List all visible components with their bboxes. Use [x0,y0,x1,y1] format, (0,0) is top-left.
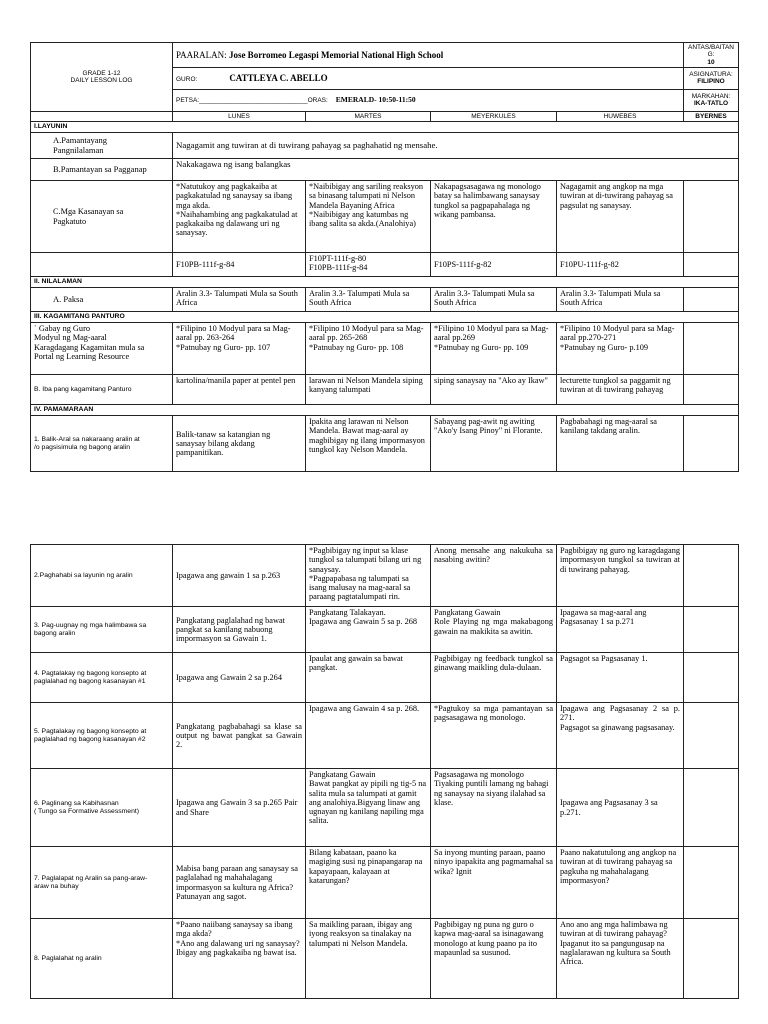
paghahabi-byernes [684,545,739,607]
markahan-label: MARKAHAN: [691,93,731,101]
kagamitan-huwebes: lecturette tungkol sa paggamit ng tuwiran at di tuwirang pahayag [557,375,684,405]
petsa-label: PETSA:______________________________ORAS: [176,96,328,104]
paksa-martes: Aralin 3.3- Talumpati Mula sa South Africa [306,288,431,312]
paglinang-meyerkules: Pagsasagawa ng monologo Tiyaking puntili lamang ng bahagi ng sanaysay na siyang ilalahad sa klase. [431,769,557,847]
school-label: PAARALAN: [176,49,227,60]
kagamitan-byernes [684,375,739,405]
paglinang-martes: Pangkatang Gawain Bawat pangkat ay pipili ng tig-5 na salita mula sa talumpati at gamit ang analohiya.Bigyang linaw ang ugnayan ng kanilang napiling mga salita. [306,769,431,847]
paglalahat-martes: Sa maikling paraan, ibigay ang iyong reaksyon sa tinalakay na talumpati ni Nelson Mandela. [306,919,431,999]
paglalapat-martes: Bilang kabataan, paano ka magiging susi ng pinapangarap na kapayapaan, kalayaan at katarungan? [306,847,431,919]
paglalapat-byernes [684,847,739,919]
pagtalakay-2-byernes [684,703,739,769]
pagtalakay-2-huwebes: Ipagawa ang Pagsasanay 2 sa p. 271. Pagsagot sa ginawang pagsasanay. [557,703,684,769]
kasanayan-byernes [684,181,739,253]
paglalahat-huwebes: Ano ano ang mga halimbawa ng tuwiran at di tuwirang pahayag? Ipaganut ito sa pangungusap na naglalarawan ng kultura sa South Africa. [557,919,684,999]
gabay-meyerkules: *Filipino 10 Modyul para sa Mag-aaral pp.269 *Patnubay ng Guro- pp. 109 [431,323,557,375]
day-byernes: BYERNES [684,111,739,121]
day-huwebes: HUWEBES [557,111,684,121]
day-blank [31,111,173,121]
code-martes: F10PT-111f-g-80 F10PB-111f-g-84 [306,253,431,277]
paksa-byernes [684,288,739,312]
paksa-meyerkules: Aralin 3.3- Talumpati Mula sa South Africa [431,288,557,312]
label-kasanayan: C.Mga Kasanayan sa Pagkatuto [31,181,173,253]
section-kagamitan: III. KAGAMITANG PANTURO [31,312,739,323]
code-byernes [684,253,739,277]
label-pamantayang-pangnilalaman: A.Pamantayang Pangnilalaman [31,133,173,159]
label-paghahabi: 2.Paghahabi sa layunin ng aralin [31,545,173,607]
label-paglinang: 6. Paglinang sa Kabihasnan ( Tungo sa Formative Assessment) [31,769,173,847]
label-iba-pang-kagamitan: B. Iba pang kagamitang Panturo [31,375,173,405]
section-layunin: I.LAYUNIN [31,122,739,133]
log-label: DAILY LESSON LOG [70,76,133,84]
pagtalakay-2-meyerkules: *Pagtukoy sa mga pamantayan sa pagsasagawa ng monologo. [431,703,557,769]
paghahabi-meyerkules: Anong mensahe ang nakukuha sa nasabing awitin? [431,545,557,607]
paglinang-byernes [684,769,739,847]
pagtalakay-1-meyerkules: Pagbibigay ng feedback tungkol sa ginawang maikling dula-dulaan. [431,653,557,703]
school-cell [173,43,684,68]
codes-blank [31,253,173,277]
grade-label: GRADE 1-12 [82,69,121,77]
balik-aral-huwebes: Pagbabahagi ng mag-aaral sa kanilang takdang aralin. [557,416,684,472]
pagtalakay-1-huwebes: Pagsagot sa Pagsasanay 1. [557,653,684,703]
guro-cell [173,67,684,89]
label-gabay: ` Gabay ng Guro Modyul ng Mag-aaral Karagdagang Kagamitan mula sa Portal ng Learning Resource [31,323,173,375]
value-pamantayang-pangnilalaman: Nagagamit ang tuwiran at di tuwirang pahayag sa paghahatid ng mensahe. [173,133,739,159]
paksa-huwebes: Aralin 3.3- Talumpati Mula sa South Africa [557,288,684,312]
asignatura-cell [684,67,739,89]
antas-label: ANTAS/BAITANG: [688,44,735,59]
balik-aral-meyerkules: Sabayang pag-awit ng awiting "Ako'y Isang Pinoy" ni Florante. [431,416,557,472]
label-paglalapat: 7. Paglalapat ng Aralin sa pang-araw- araw na buhay [31,847,173,919]
label-paksa: A. Paksa [31,288,173,312]
day-martes: MARTES [306,111,431,121]
pag-uugnay-lunes: Pangkatang paglalahad ng bawat pangkat sa kanilang nabuong impormasyon sa Gawain 1. [173,607,306,653]
section-nilalaman: II. NILALAMAN [31,277,739,288]
gabay-lunes: *Filipino 10 Modyul para sa Mag-aaral pp. 263-264 *Patnubay ng Guro- pp. 107 [173,323,306,375]
paghahabi-huwebes: Pagbibigay ng guro ng karagdagang impormasyon tungkol sa tuwiran at di tuwirang pahayag. [557,545,684,607]
value-pamantayan-pagganap: Nakakagawa ng isang balangkas [173,159,739,181]
day-lunes: LUNES [173,111,306,121]
pagtalakay-2-lunes: Pangkatang pagbabahagi sa klase sa output ng bawat pangkat sa Gawain 2. [173,703,306,769]
guro-label: GURO: [176,75,198,83]
paghahabi-martes: *Pagbibigay ng input sa klase tungkol sa talumpati bilang uri ng sanaysay. *Pagpapabasa ng talumpati sa isang malusay na mag-aaral sa paraang pagtatalumpati rin. [306,545,431,607]
kagamitan-martes: larawan ni Nelson Mandela siping kanyang talumpati [306,375,431,405]
paglalapat-huwebes: Paano nakatutulong ang angkop na tuwiran at di tuwirang pahayag sa pagkuha ng mahahalagang impormasyon? [557,847,684,919]
code-lunes: F10PB-111f-g-84 [173,253,306,277]
balik-aral-martes: Ipakita ang larawan ni Nelson Mandela. Bawat mag-aaral ay magbibigay ng ilang impormasyon tungkol kay Nelson Mandela. [306,416,431,472]
kagamitan-lunes: kartolina/manila paper at pentel pen [173,375,306,405]
pag-uugnay-martes: Pangkatang Talakayan. Ipagawa ang Gawain 5 sa p. 268 [306,607,431,653]
label-balik-aral: 1. Balik-Aral sa nakaraang aralin at /o pagsisimula ng bagong aralin [31,416,173,472]
asignatura-value: FILIPINO [697,78,725,86]
kasanayan-meyerkules: Nakapagsasagawa ng monologo batay sa halimbawang sanaysay tungkol sa pagpapahalaga ng wikang pambansa. [431,181,557,253]
pagtalakay-2-martes: Ipagawa ang Gawain 4 sa p. 268. [306,703,431,769]
lesson-log-table-bottom [30,544,739,999]
pag-uugnay-meyerkules: Pangkatang Gawain Role Playing ng mga makabagong gawain na makikita sa awitin. [431,607,557,653]
gabay-byernes [684,323,739,375]
label-pag-uugnay: 3. Pag-uugnay ng mga halimbawa sa bagong aralin [31,607,173,653]
kasanayan-huwebes: Nagagamit ang angkop na mga tuwiran at di-tuwirang pahayag sa pagsulat ng sanaysay. [557,181,684,253]
balik-aral-lunes: Balik-tanaw sa katangian ng sanaysay bilang akdang pampanitikan. [173,416,306,472]
grade-header [31,43,173,112]
markahan-value: IKA-TATLO [693,100,729,108]
label-pagtalakay-2: 5. Pagtalakay ng bagong konsepto at paglalahad ng bagong kasanayan #2 [31,703,173,769]
oras-value: EMERALD- 10:50-11:50 [335,94,416,104]
code-huwebes: F10PU-111f-g-82 [557,253,684,277]
pagtalakay-1-lunes: Ipagawa ang Gawain 2 sa p.264 [173,653,306,703]
paglalahat-lunes: *Paano naiibang sanaysay sa ibang mga akda? *Ano ang dalawang uri ng sanaysay?Ibigay ang pagkakaiba ng bawat isa. [173,919,306,999]
pag-uugnay-byernes [684,607,739,653]
antas-cell [684,43,739,68]
petsa-cell [173,89,684,111]
label-paglalahat: 8. Paglalahat ng aralin [31,919,173,999]
paglinang-lunes: Ipagawa ang Gawain 3 sa p.265 Pair and Share [173,769,306,847]
kasanayan-lunes: *Natutukoy ang pagkakaiba at pagkakatulad ng sanaysay sa ibang mga akda. *Naihahambing ang pagkakatulad at pagkakaiba ng dalawang uri ng sanaysay. [173,181,306,253]
markahan-cell [684,89,739,111]
code-meyerkules: F10PS-111f-g-82 [431,253,557,277]
asignatura-label: ASIGNATURA: [689,71,733,79]
gabay-martes: *Filipino 10 Modyul para sa Mag-aaral pp. 265-268 *Patnubay ng Guro- pp. 108 [306,323,431,375]
kasanayan-martes: *Naibibigay ang sariling reaksyon sa binasang talumpati ni Nelson Mandela Bayaning Africa *Naibibigay ang katumbas ng ibang salita sa akda.(Analohiya) [306,181,431,253]
paglinang-huwebes: Ipagawa ang Pagsasanay 3 sa p.271. [557,769,684,847]
label-pamantayan-pagganap: B.Pamantayan sa Pagganap [31,159,173,181]
lesson-log-table-top [30,42,739,472]
pagtalakay-1-martes: Ipaulat ang gawain sa bawat pangkat. [306,653,431,703]
pagtalakay-1-byernes [684,653,739,703]
gabay-huwebes: *Filipino 10 Modyul para sa Mag-aaral pp.270-271 *Patnubay ng Guro- p.109 [557,323,684,375]
section-pamamaraan: IV. PAMAMARAAN [31,405,739,416]
day-meyerkules: MEYERKULES [431,111,557,121]
pag-uugnay-huwebes: Ipagawa sa mag-aaral ang Pagsasanay 1 sa p.271 [557,607,684,653]
paglalapat-lunes: Mabisa bang paraan ang sanaysay sa paglalahad ng mahahalagang impormasyon sa kultura ng Africa? Patunayan ang sagot. [173,847,306,919]
paglalapat-meyerkules: Sa inyong munting paraan, paano ninyo ipapakita ang pagmamahal sa wika? Ignit [431,847,557,919]
guro-name: CATTLEYA C. ABELLO [229,72,328,83]
label-pagtalakay-1: 4. Pagtalakay ng bagong konsepto at paglalahad ng bagong kasanayan #1 [31,653,173,703]
paghahabi-lunes: Ipagawa ang gawain 1 sa p.263 [173,545,306,607]
paglalahat-byernes [684,919,739,999]
kagamitan-meyerkules: siping sanaysay na "Ako ay Ikaw" [431,375,557,405]
school-name: Jose Borromeo Legaspi Memorial National High School [228,49,444,60]
antas-value: 10 [707,58,715,66]
paglalahat-meyerkules: Pagbibigay ng puna ng guro o kapwa mag-aaral sa isinagawang monologo at kung paano pa ito mapaunlad sa susunod. [431,919,557,999]
paksa-lunes: Aralin 3.3- Talumpati Mula sa South Africa [173,288,306,312]
balik-aral-byernes [684,416,739,472]
